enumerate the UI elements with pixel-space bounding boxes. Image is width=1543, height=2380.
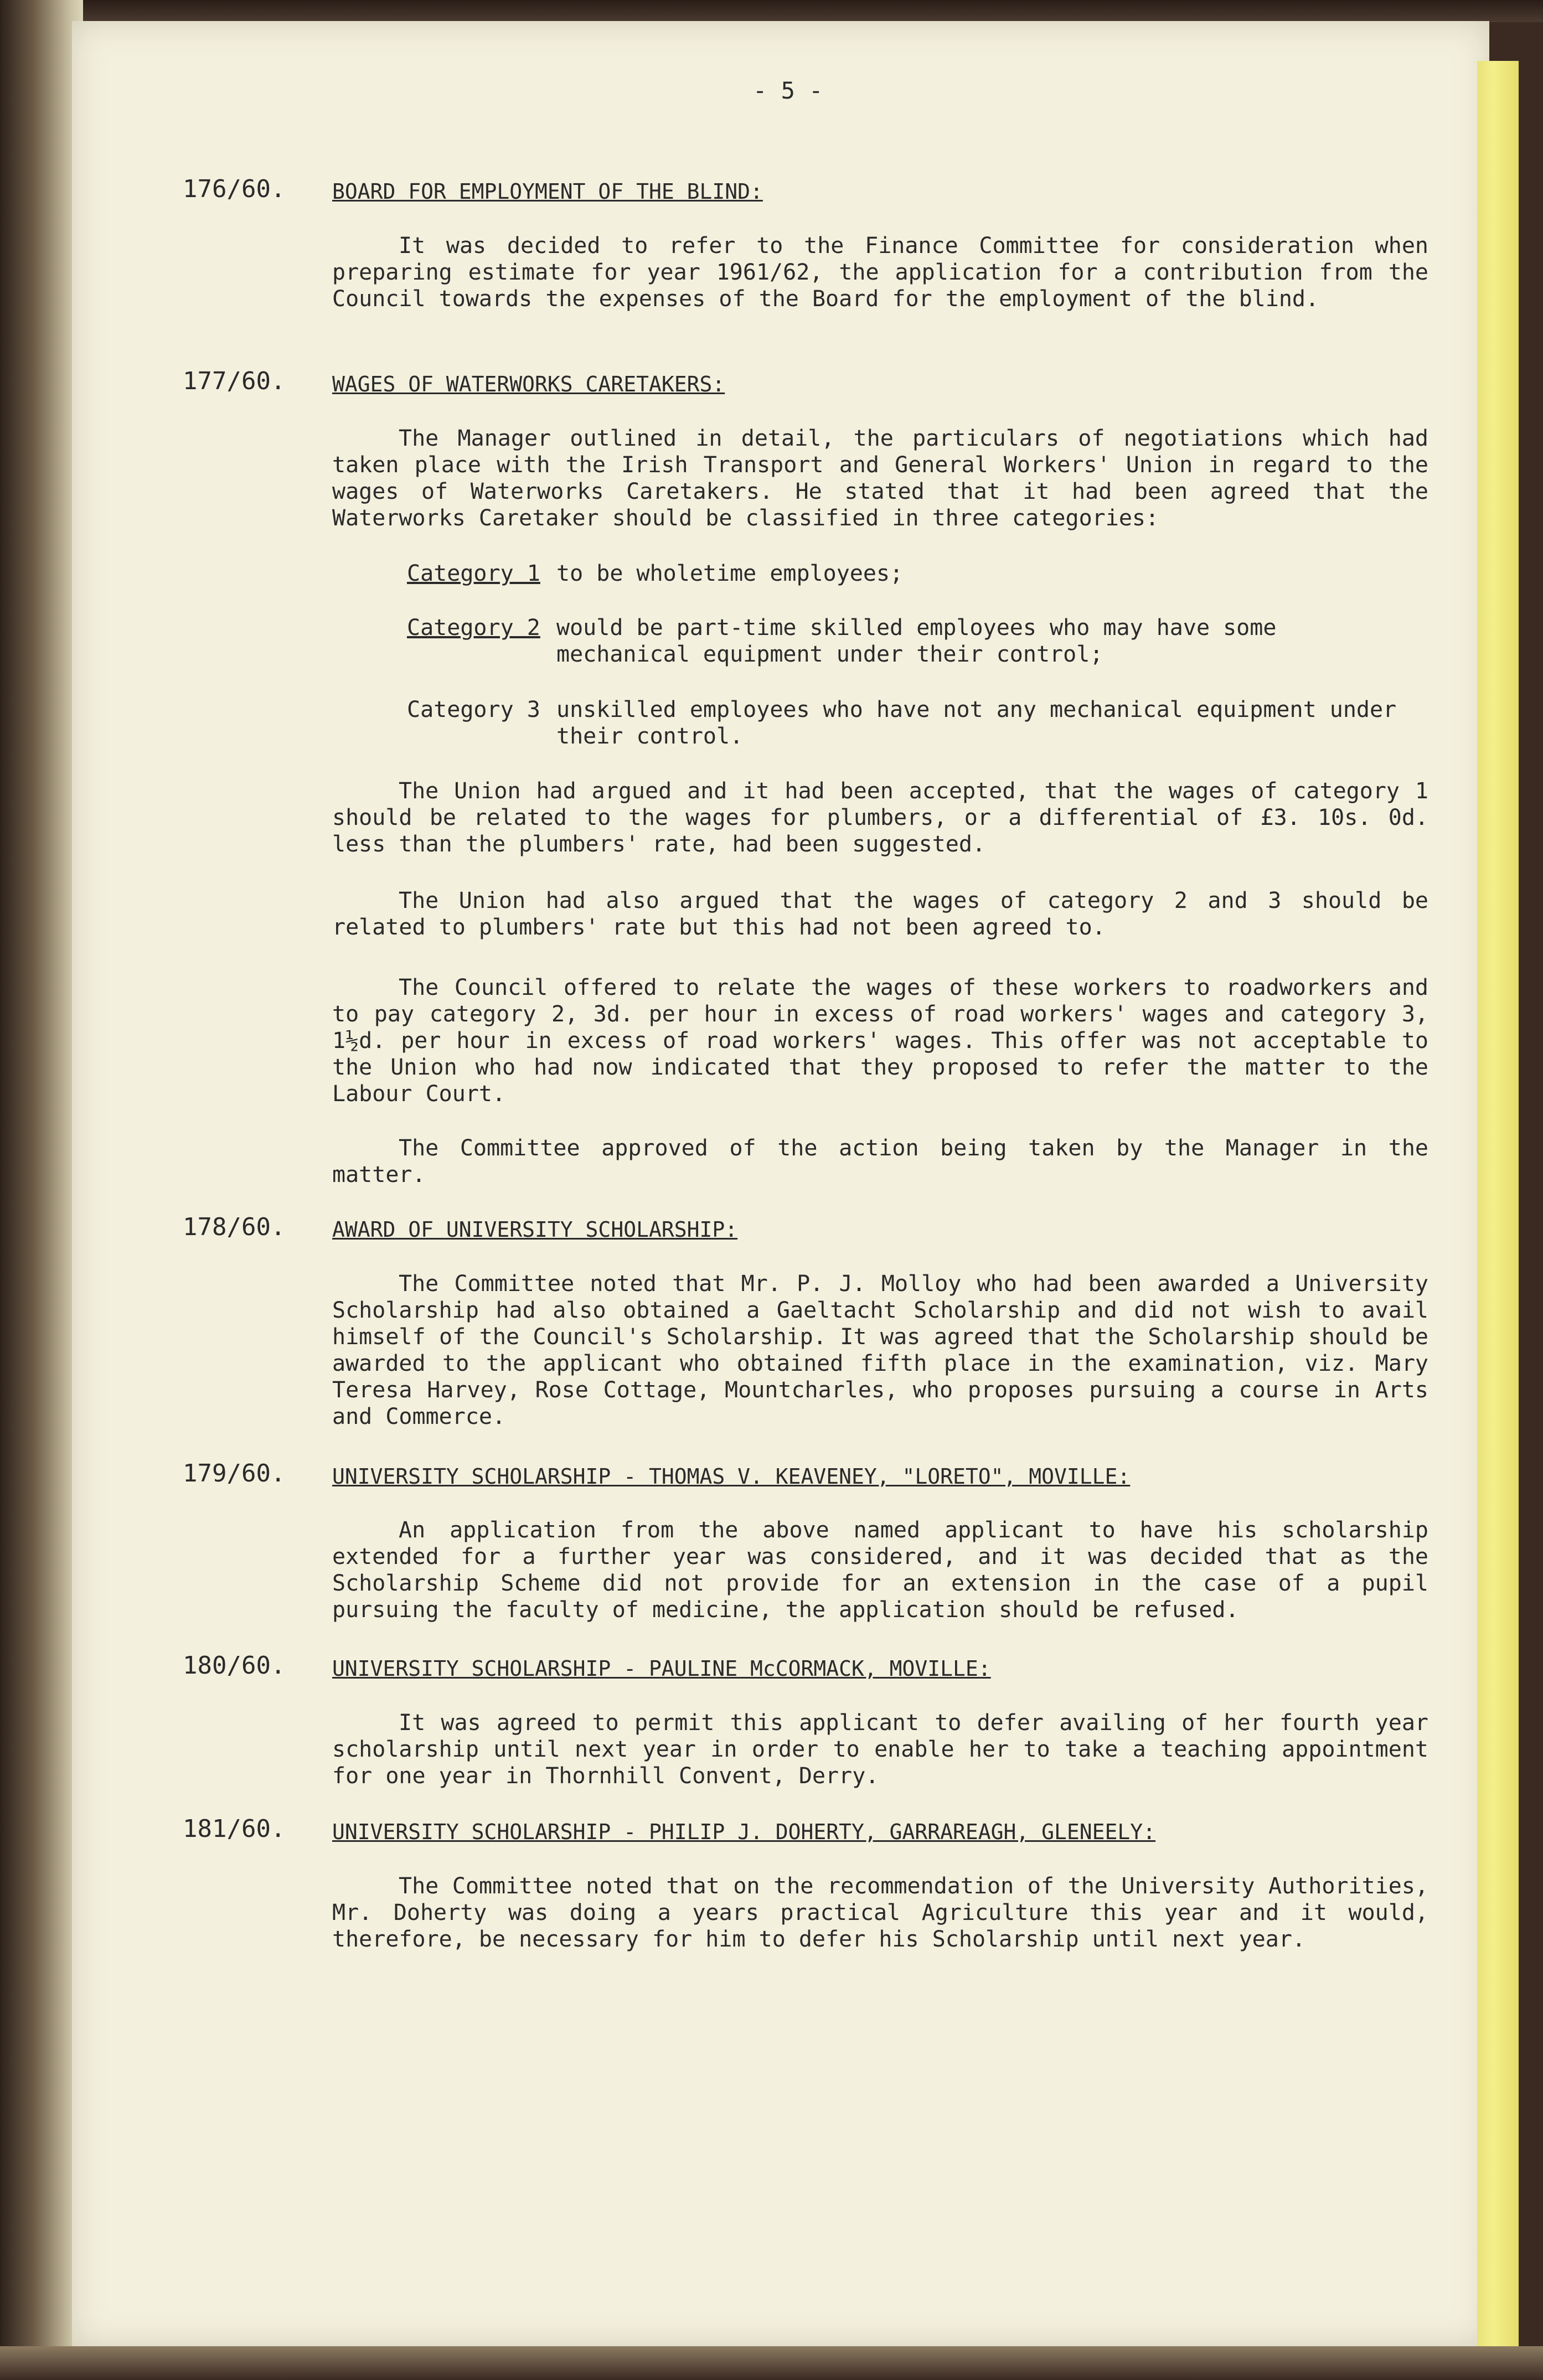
minute-number: 176/60. — [183, 175, 286, 203]
minute-paragraph: The Committee noted that on the recommendation of the University Authorities, Mr. Doherty was doing a years practical Agriculture this year and it would, therefore, be necessary for him to defer his Scholarship until next year. — [332, 1873, 1428, 1952]
minute-paragraph: It was agreed to permit this applicant to defer availing of her fourth year scholarship until next year in order to enable her to take a teaching appointment for one year in Thornhill Convent, Derry. — [332, 1710, 1428, 1789]
category-text: to be wholetime employees; — [556, 561, 904, 586]
minute-number: 178/60. — [183, 1213, 286, 1241]
minute-heading: BOARD FOR EMPLOYMENT OF THE BLIND: — [332, 179, 763, 204]
minute-heading: UNIVERSITY SCHOLARSHIP - PHILIP J. DOHERTY, GARRAREAGH, GLENEELY: — [332, 1820, 1156, 1844]
minute-paragraph: An application from the above named applicant to have his scholarship extended for a further year was considered, and it was decided that as the Scholarship Scheme did not provide for an extension in the case of a pupil pursuing the faculty of medicine, the application should be refused. — [332, 1517, 1428, 1623]
minute-paragraph: The Committee noted that Mr. P. J. Molloy who had been awarded a University Scholarship had also obtained a Gaeltacht Scholarship and did not wish to avail himself of the Council's Scholarship. It was agreed that the Scholarship should be awarded to the applicant who obtained fifth place in the examination, viz. Mary Teresa Harvey, Rose Cottage, Mountcharles, who proposes pursuing a course in Arts and Commerce. — [332, 1271, 1428, 1429]
category-label: Category 1 — [407, 561, 540, 586]
category-text: unskilled employees who have not any mechanical equipment under their control. — [556, 697, 1397, 749]
category-label: Category 2 — [407, 615, 540, 641]
minute-heading: UNIVERSITY SCHOLARSHIP - PAULINE McCORMACK, MOVILLE: — [332, 1656, 991, 1681]
minute-paragraph: The Council offered to relate the wages of these workers to roadworkers and to pay category 2, 3d. per hour in excess of road workers' wages and category 3, 1½d. per hour in excess of road workers' wages. This offer was not acceptable to the Union who had now indicated that they proposed to refer the matter to the Labour Court. — [332, 975, 1428, 1107]
minute-number: 179/60. — [183, 1459, 286, 1488]
minute-number: 180/60. — [183, 1651, 286, 1680]
minute-paragraph: It was decided to refer to the Finance Committee for consideration when preparing estimate for year 1961/62, the application for a contribution from the Council towards the expenses of the Board for the employment of the blind. — [332, 233, 1428, 312]
minute-number: 181/60. — [183, 1815, 286, 1843]
minute-paragraph: The Manager outlined in detail, the particulars of negotiations which had taken place with the Irish Transport and General Workers' Union in regard to the wages of Waterworks Caretakers. He stated that it had been agreed that the Waterworks Caretaker should be classified in three categories: — [332, 426, 1428, 531]
minute-paragraph: The Union had also argued that the wages of category 2 and 3 should be related to plumbers' rate but this had not been agreed to. — [332, 888, 1428, 940]
category-label: Category 3 — [407, 697, 540, 722]
category-text: would be part-time skilled employees who may have some mechanical equipment under their control; — [556, 615, 1277, 667]
minute-heading: AWARD OF UNIVERSITY SCHOLARSHIP: — [332, 1217, 738, 1242]
minute-paragraph: The Committee approved of the action being taken by the Manager in the matter. — [332, 1135, 1428, 1188]
minute-paragraph: The Union had argued and it had been accepted, that the wages of category 1 should be related to the wages for plumbers, or a differential of £3. 10s. 0d. less than the plumbers' rate, had been suggested. — [332, 778, 1428, 857]
minute-heading: WAGES OF WATERWORKS CARETAKERS: — [332, 372, 725, 396]
minute-number: 177/60. — [183, 367, 286, 395]
minute-heading: UNIVERSITY SCHOLARSHIP - THOMAS V. KEAVENEY, "LORETO", MOVILLE: — [332, 1464, 1131, 1489]
page-number: - 5 - — [753, 77, 823, 104]
